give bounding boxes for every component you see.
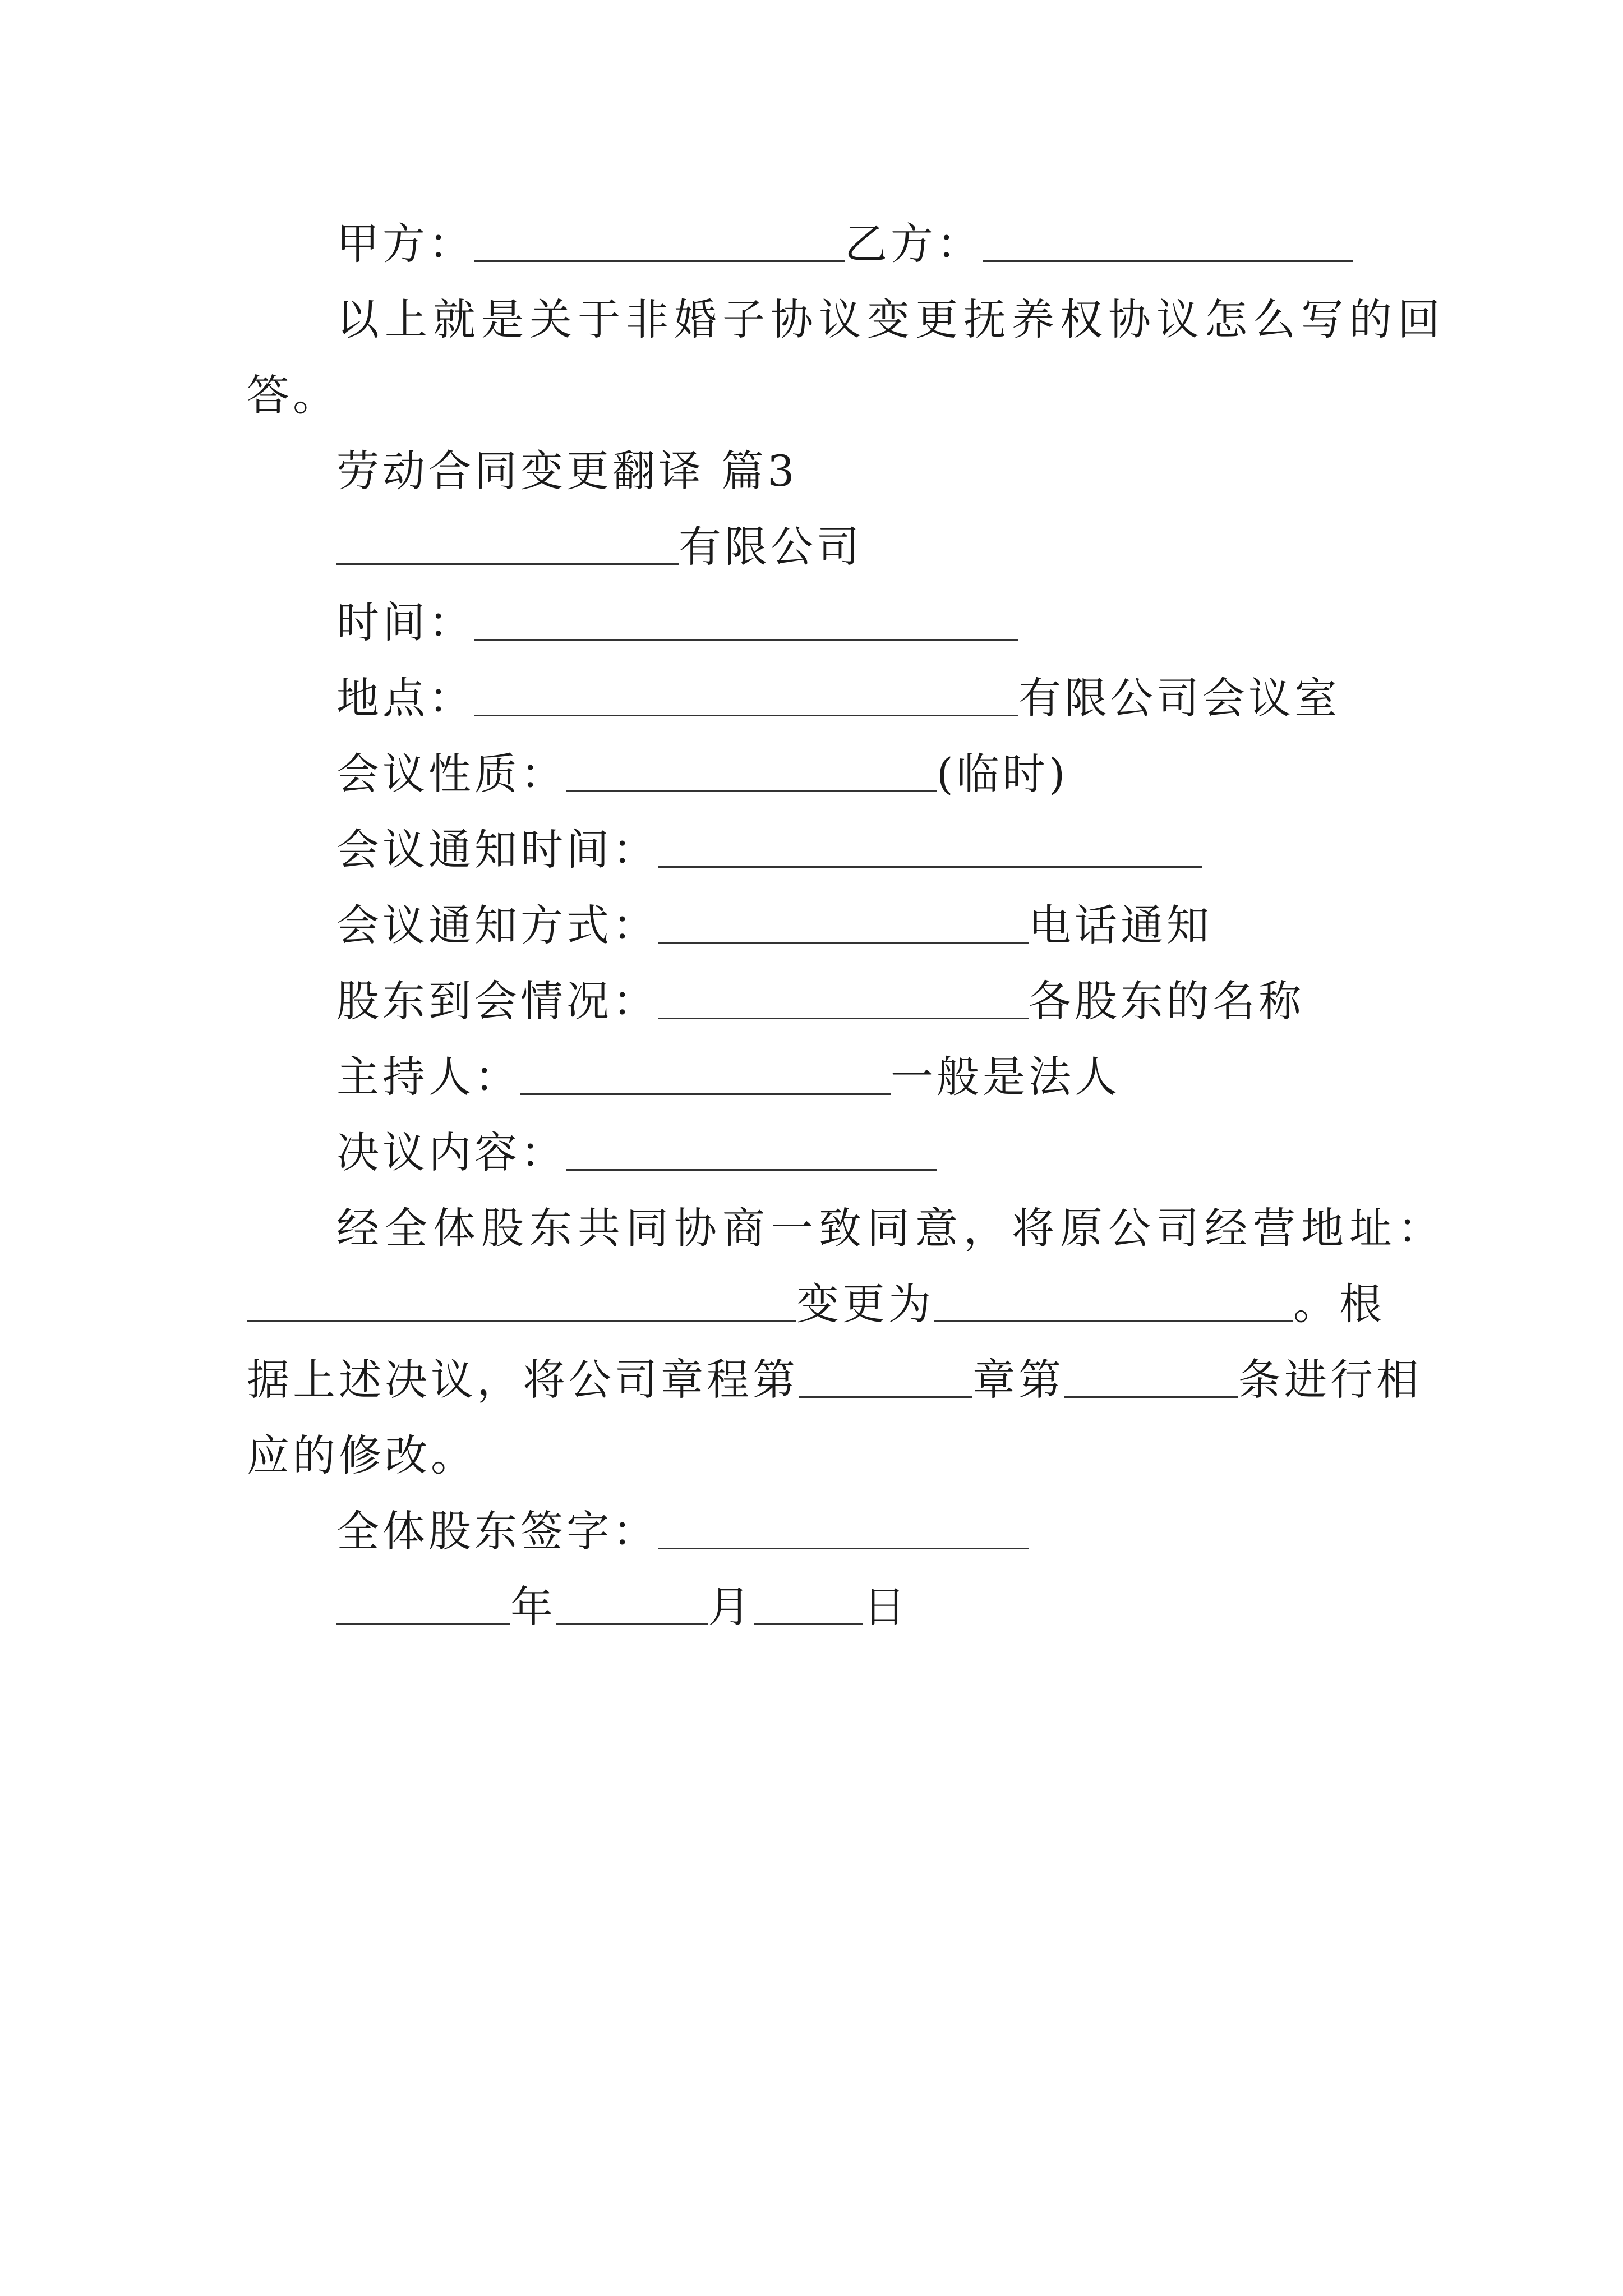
host-line — [336, 1049, 1121, 1105]
new-address-blank[interactable] — [934, 1281, 1293, 1322]
signature-blank[interactable] — [658, 1508, 1029, 1549]
body-line-3-a: 据上述决议，将公司章程第 — [247, 1355, 799, 1405]
day-blank[interactable] — [754, 1584, 863, 1625]
time-label: 时间： — [336, 597, 474, 647]
notice-method-line — [336, 898, 1212, 954]
resolution-label: 决议内容： — [336, 1128, 566, 1177]
host-suffix: 一般是法人 — [891, 1052, 1121, 1102]
year-blank[interactable] — [336, 1584, 510, 1625]
company-name-blank[interactable] — [336, 524, 679, 565]
time-line — [336, 595, 1018, 651]
body-line-3-c: 条进行相 — [1238, 1355, 1422, 1405]
section-title: 劳动合同变更翻译 篇3 — [336, 446, 798, 496]
company-line — [336, 519, 863, 575]
summary-line-1: 以上就是关于非婚子协议变更抚养权协议怎么写的回 — [336, 295, 1446, 344]
party-signature-line — [336, 216, 1353, 272]
meeting-nature-label: 会议性质： — [336, 749, 566, 799]
chapter-blank[interactable] — [799, 1357, 972, 1398]
month-blank[interactable] — [556, 1584, 708, 1625]
body-line-3-b: 章第 — [972, 1355, 1064, 1405]
day-label: 日 — [863, 1582, 909, 1632]
attendance-label: 股东到会情况： — [336, 976, 658, 1026]
company-suffix: 有限公司 — [679, 522, 863, 572]
place-blank[interactable] — [474, 675, 1018, 716]
attendance-suffix: 各股东的名称 — [1029, 976, 1304, 1026]
meeting-nature-blank[interactable] — [566, 751, 937, 792]
body-line-1: 经全体股东共同协商一致同意，将原公司经营地址： — [336, 1203, 1446, 1253]
place-suffix: 有限公司会议室 — [1018, 673, 1340, 723]
resolution-line — [336, 1125, 937, 1181]
place-label: 地点： — [336, 673, 474, 723]
party-b-label: 乙方： — [845, 219, 983, 269]
notice-method-blank[interactable] — [658, 903, 1029, 944]
party-b-blank[interactable] — [983, 221, 1353, 262]
signature-label: 全体股东签字： — [336, 1506, 658, 1556]
attendance-blank[interactable] — [658, 978, 1029, 1019]
attendance-line — [336, 973, 1304, 1029]
article-blank[interactable] — [1064, 1357, 1238, 1398]
changed-to-text: 变更为 — [796, 1279, 934, 1329]
date-line — [336, 1579, 909, 1635]
meeting-nature-suffix: (临时) — [937, 749, 1069, 799]
resolution-blank[interactable] — [566, 1130, 937, 1171]
month-label: 月 — [708, 1582, 754, 1632]
body-line-2-end: 。根 — [1293, 1279, 1385, 1329]
year-label: 年 — [510, 1582, 556, 1632]
notice-method-label: 会议通知方式： — [336, 900, 658, 950]
summary-line-2: 答。 — [247, 370, 339, 420]
body-line-4: 应的修改。 — [247, 1430, 477, 1480]
original-address-blank[interactable] — [247, 1281, 796, 1322]
meeting-nature-line — [336, 746, 1068, 802]
body-line-2 — [247, 1276, 1385, 1332]
time-blank[interactable] — [474, 600, 1018, 641]
host-blank[interactable] — [520, 1054, 891, 1095]
notice-time-blank[interactable] — [658, 827, 1202, 868]
notice-method-suffix: 电话通知 — [1029, 900, 1212, 950]
host-label: 主持人： — [336, 1052, 520, 1102]
notice-time-label: 会议通知时间： — [336, 825, 658, 875]
notice-time-line — [336, 822, 1202, 878]
place-line — [336, 670, 1340, 726]
signature-line — [336, 1503, 1029, 1559]
party-a-blank[interactable] — [474, 221, 845, 262]
body-line-3 — [247, 1352, 1422, 1408]
party-a-label: 甲方： — [336, 219, 474, 269]
